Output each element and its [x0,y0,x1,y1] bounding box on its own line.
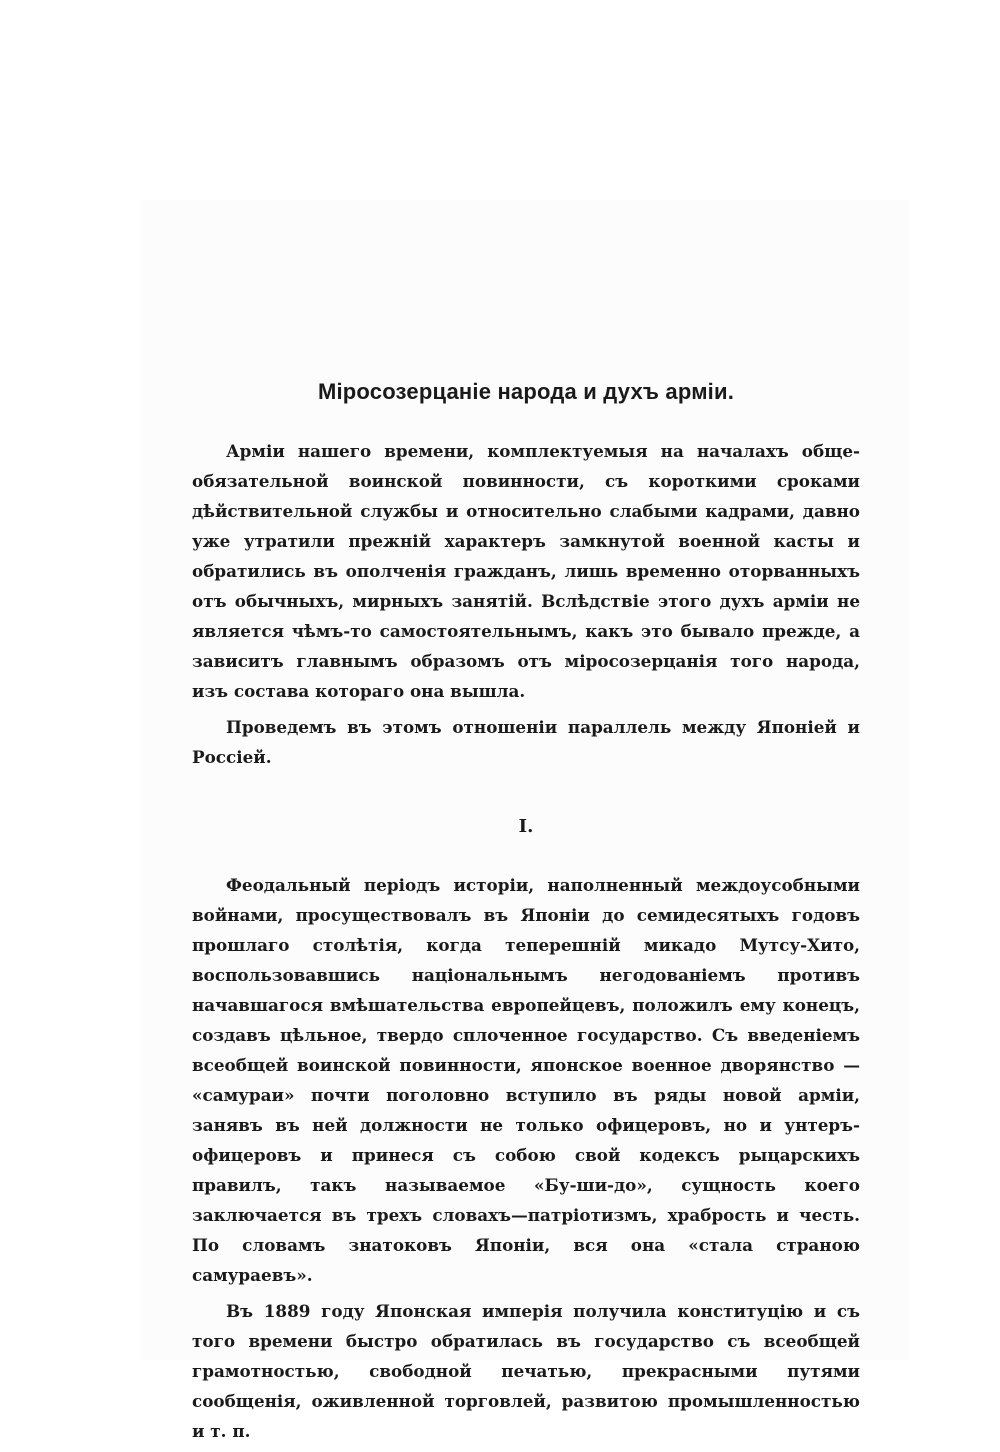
intro-paragraph-2: Проведемъ въ этомъ отношеніи параллель между Японіей и Россіей. [192,717,860,767]
document-page [192,372,860,1452]
intro-paragraph-1: Арміи нашего времени, комплектуемыя на началахъ обще-обязательной воинской повинности, съ короткими сроками дѣйствительной службы и относительно слабыми кадрами, давно уже утратили прежній характеръ замкнутой военной касты и обратились въ ополченія гражданъ, лишь временно оторванныхъ отъ обычныхъ, мирныхъ занятій. Вслѣдствіе этого духъ арміи не является чѣмъ-то самостоятельнымъ, какъ это бывало прежде, а зависитъ главнымъ образомъ отъ міросозерцанія того народа, изъ состава котораго она вышла. [192,441,860,701]
section-paragraph-1: Феодальный періодъ исторіи, наполненный междоусобными войнами, просуществовалъ въ Японіи до семидесятыхъ годовъ прошлаго столѣтія, когда теперешній микадо Мутсу-Хито, воспользовавшись національнымъ негодованіемъ противъ начавшагося вмѣшательства европейцевъ, положилъ ему конецъ, создавъ цѣльное, твердо сплоченное государство. Съ введеніемъ всеобщей воинской повинности, японское военное дворянство — «самураи» почти поголовно вступило въ ряды новой арміи, занявъ въ ней должности не только офицеровъ, но и унтеръ-офицеровъ и принеся съ собою свой кодексъ рыцарскихъ правилъ, такъ называемое «Бу-ши-до», сущность коего заключается въ трехъ словахъ—патріотизмъ, храбрость и честь. По словамъ знатоковъ Японіи, вся она «стала страною самураевъ». [192,875,860,1285]
section-paragraph-2: Въ 1889 году Японская имперія получила конституцію и съ того времени быстро обратилась въ государство съ всеобщей грамотностью, свободной печатью, прекрасными путями сообщенія, оживленной торговлей, развитою промышленностью и т. п. [192,1301,860,1441]
document-title: Міросозерцаніе народа и духъ арміи. [317,379,735,404]
section-numeral: I. [518,816,534,837]
